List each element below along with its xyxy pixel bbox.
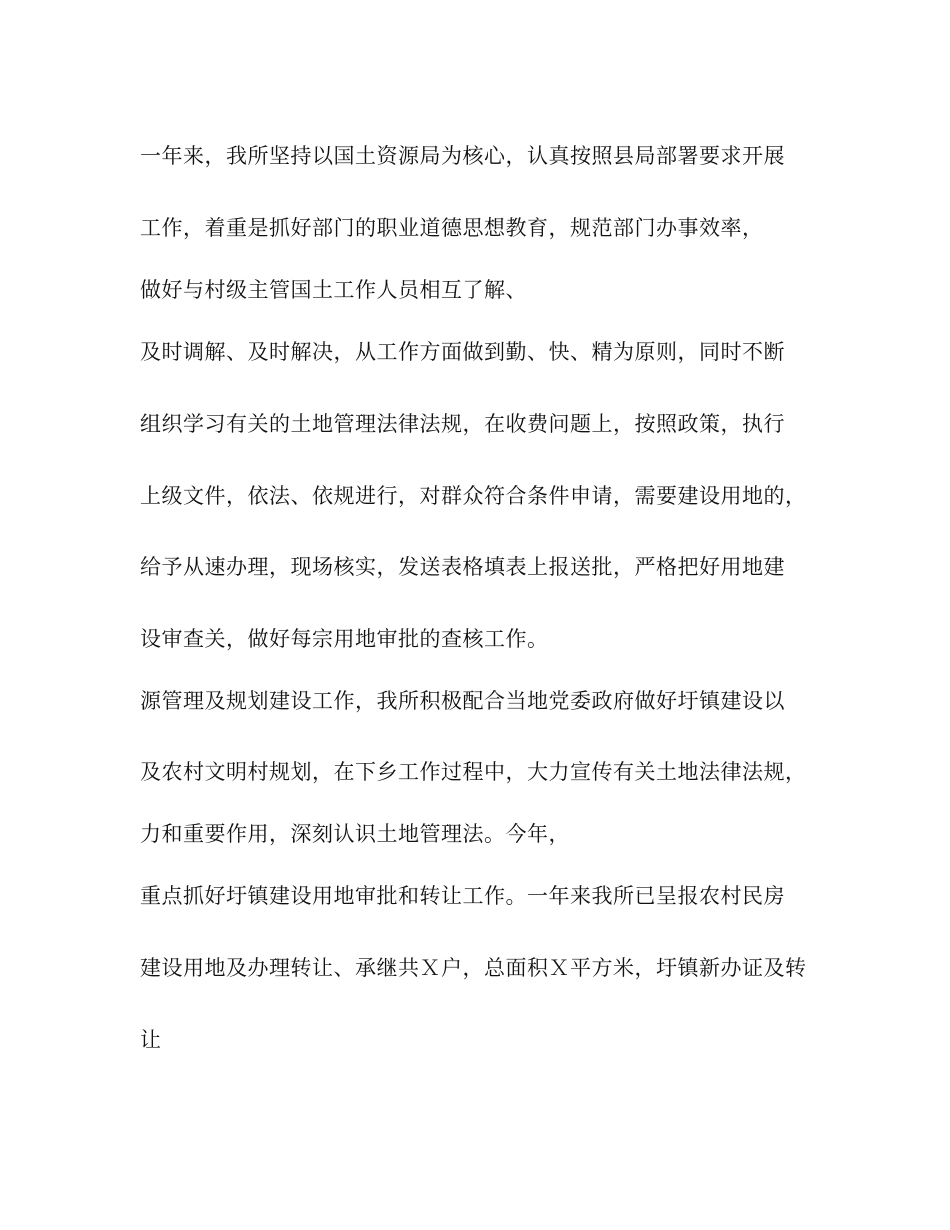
text-line: 建设用地及办理转让、承继共Ｘ户，总面积Ｘ平方米，圩镇新办证及转 [140, 956, 807, 980]
text-line: 做好与村级主管国土工作人员相互了解、 [140, 278, 527, 302]
text-line: 设审查关，做好每宗用地审批的查核工作。 [140, 627, 549, 651]
text-line: 及农村文明村规划，在下乡工作过程中，大力宣传有关土地法律法规， [140, 760, 807, 784]
text-line: 让 [140, 1028, 162, 1052]
text-line: 给予从速办理，现场核实，发送表格填表上报送批，严格把好用地建 [140, 555, 785, 579]
text-line: 及时调解、及时解决，从工作方面做到勤、快、精为原则，同时不断 [140, 340, 785, 364]
text-line: 上级文件，依法、依规进行，对群众符合条件申请，需要建设用地的， [140, 484, 807, 508]
text-line: 工作，着重是抓好部门的职业道德思想教育，规范部门办事效率， [140, 216, 764, 240]
text-line: 源管理及规划建设工作，我所积极配合当地党委政府做好圩镇建设以 [140, 689, 785, 713]
text-line: 力和重要作用，深刻认识土地管理法。今年， [140, 822, 570, 846]
text-line: 一年来，我所坚持以国土资源局为核心，认真按照县局部署要求开展 [140, 144, 785, 168]
text-line: 组织学习有关的土地管理法律法规，在收费问题上，按照政策，执行 [140, 412, 785, 436]
text-line: 重点抓好圩镇建设用地审批和转让工作。一年来我所已呈报农村民房 [140, 884, 785, 908]
